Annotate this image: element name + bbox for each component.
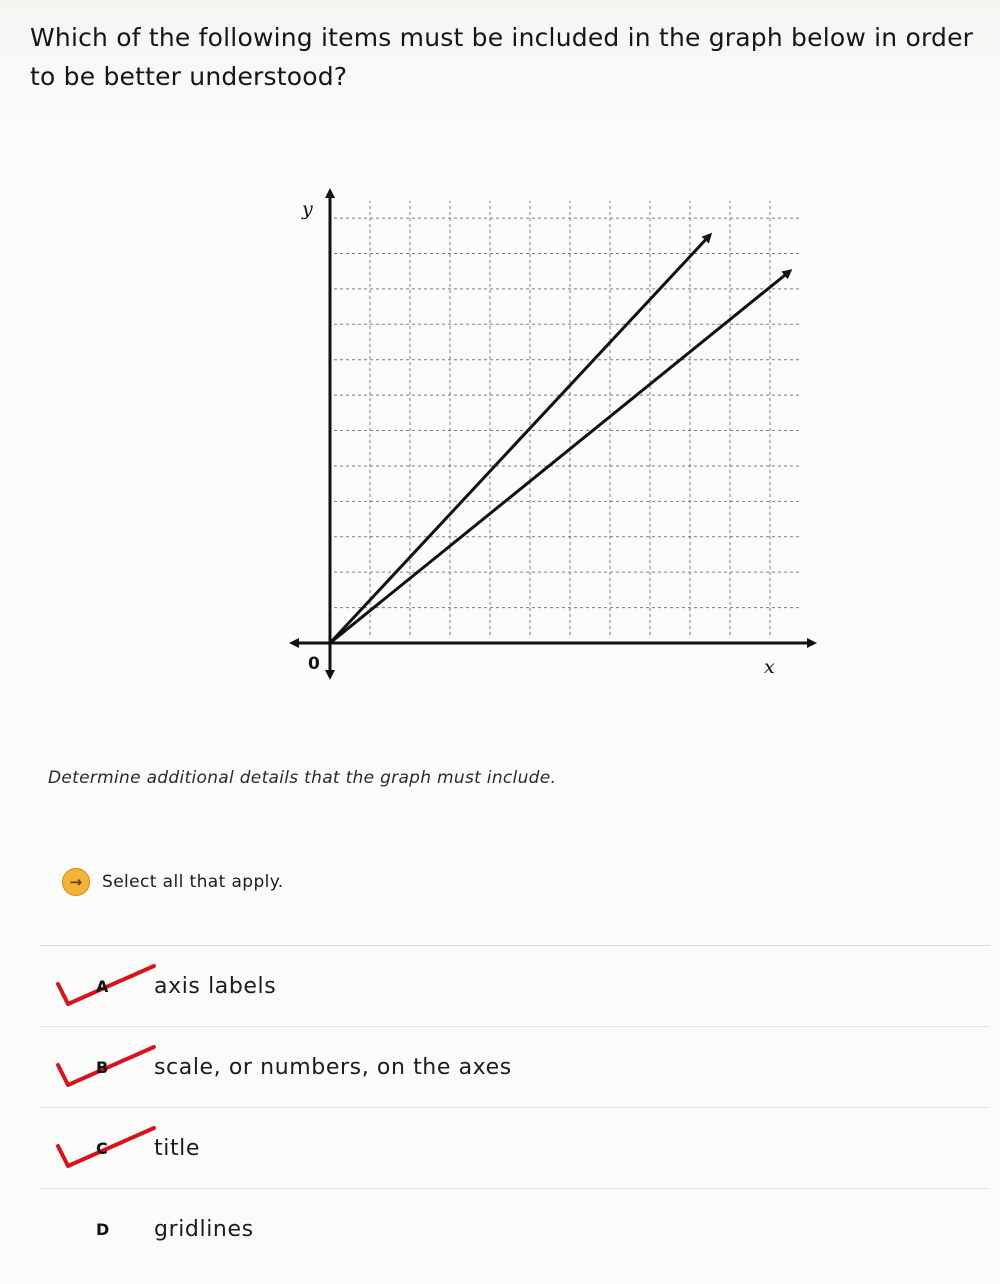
option-text: gridlines [154,1216,254,1242]
watermark [9,262,32,332]
y-axis-label: y [302,198,313,220]
checkmark-icon [54,962,164,1008]
instruction-text: Determine additional details that the graph must include. [48,768,557,788]
shallower-line [330,271,790,643]
steeper-line [330,235,710,643]
x-axis-label: x [764,656,775,678]
question-text: Which of the following items must be included in the graph below in order to be better understood? [30,23,974,91]
select-all-text: Select all that apply. [102,872,284,892]
series-lines [330,235,790,643]
option-text: scale, or numbers, on the axes [154,1054,512,1080]
option-letter: B [96,1057,109,1077]
option-c[interactable] [40,1107,990,1188]
option-letter: C [96,1138,108,1158]
graph-svg [270,185,810,695]
select-all-prompt [62,868,284,896]
option-letter: D [96,1219,110,1239]
option-d[interactable] [40,1188,990,1269]
line-graph [270,185,810,695]
option-letter: A [96,976,109,996]
option-a[interactable] [40,945,990,1026]
option-b[interactable] [40,1026,990,1107]
arrow-right-icon: → [62,868,90,896]
gridlines [334,201,800,635]
option-text: axis labels [154,973,277,999]
answer-options [40,945,990,1269]
checkmark-icon [54,1043,164,1089]
checkmark-icon [54,1124,164,1170]
option-text: title [154,1135,201,1161]
origin-label: 0 [308,654,320,674]
